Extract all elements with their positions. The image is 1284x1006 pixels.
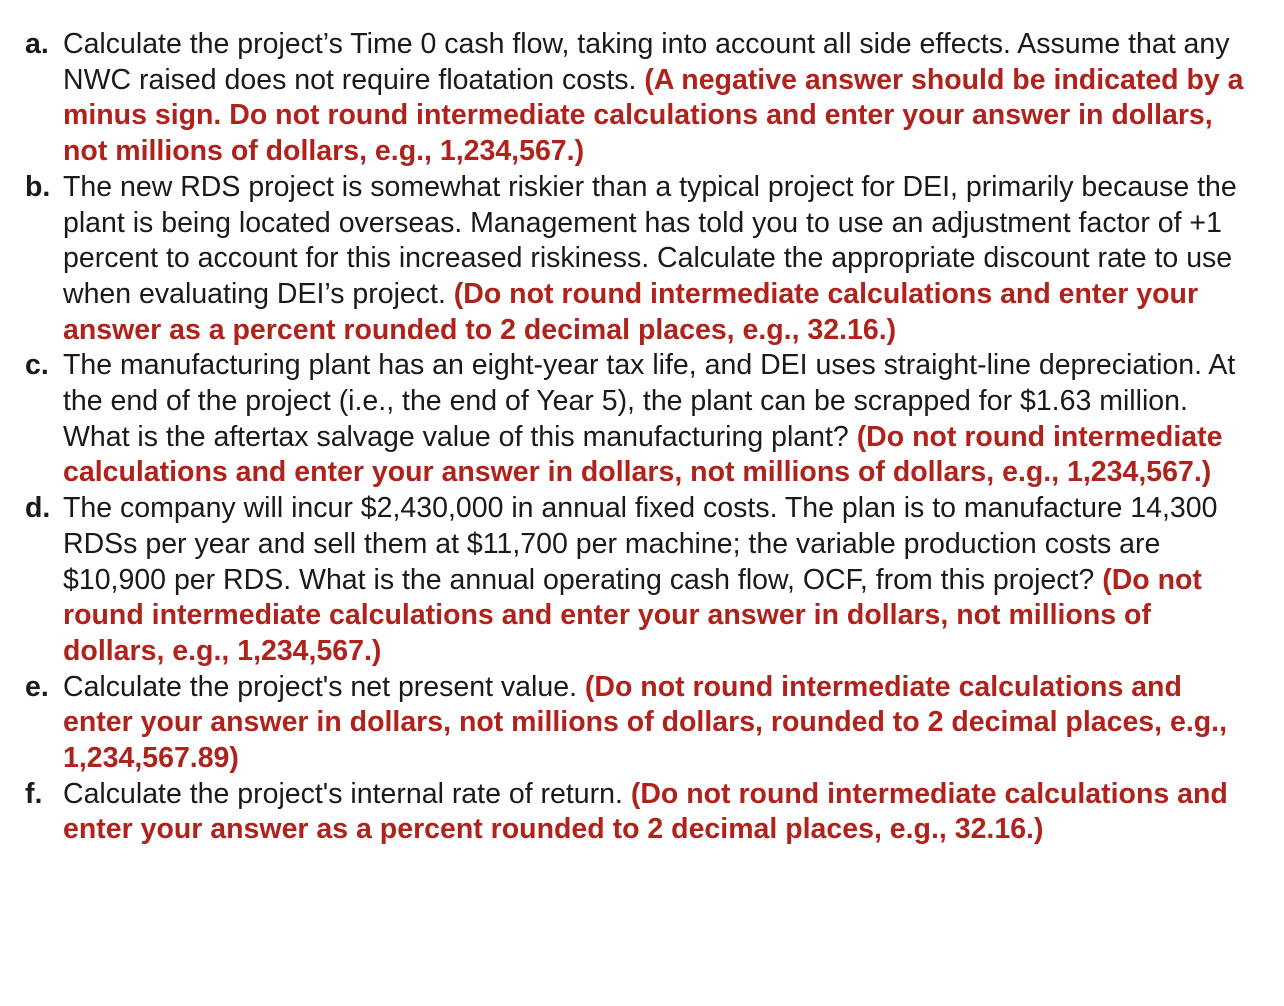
question-text: The company will incur $2,430,000 in annual fixed costs. The plan is to manufacture 14,300 RDSs per year and sell them at $11,700 per machine; the variable production costs are $10,900 per RDS. What is the annual operating cash flow, OCF, from this project? — [63, 492, 1218, 596]
question-letter: f. — [25, 777, 43, 810]
question-body — [63, 170, 1254, 349]
question-instruction: (Do not round intermediate calculations and enter your answer as a percent rounded to 2 decimal places, e.g., 32.16.) — [63, 277, 1199, 346]
question-instruction: (A negative answer should be indicated by a minus sign. Do not round intermediate calculations and enter your answer in dollars, not millions of dollars, e.g., 1,234,567.) — [63, 63, 1244, 168]
question-letter: e. — [25, 670, 49, 703]
question-body — [63, 27, 1254, 170]
question-text: Calculate the project’s Time 0 cash flow, taking into account all side effects. Assume that any NWC raised does not require floatation costs. — [63, 28, 1230, 96]
question-body — [63, 348, 1254, 491]
question-text: The new RDS project is somewhat riskier than a typical project for DEI, primarily because the plant is being located overseas. Management has told you to use an adjustment factor of +1 percent to account for this increased riskiness. Calculate the appropriate discount rate to use when evaluating DEI’s project. — [63, 170, 1237, 310]
question-letter: b. — [25, 170, 51, 203]
question-a — [25, 27, 1254, 170]
question-text: Calculate the project's net present value. — [63, 670, 585, 703]
question-c — [25, 348, 1254, 491]
question-b — [25, 170, 1254, 349]
question-text: Calculate the project's internal rate of return. — [63, 777, 631, 810]
question-body — [63, 670, 1254, 777]
question-instruction: (Do not round intermediate calculations and enter your answer in dollars, not millions of dollars, e.g., 1,234,567.) — [63, 563, 1202, 667]
question-body — [63, 491, 1254, 670]
question-list — [25, 27, 1254, 848]
question-instruction: (Do not round intermediate calculations and enter your answer as a percent rounded to 2 decimal places, e.g., 32.16.) — [63, 777, 1228, 846]
question-text: The manufacturing plant has an eight-year tax life, and DEI uses straight-line depreciation. At the end of the project (i.e., the end of Year 5), the plant can be scrapped for $1.63 million. What is the aftertax salvage value of this manufacturing plant? — [63, 349, 1236, 453]
question-d — [25, 491, 1254, 670]
question-instruction: (Do not round intermediate calculations and enter your answer in dollars, not millions of dollars, rounded to 2 decimal places, e.g., 1,234,567.89) — [63, 670, 1228, 775]
question-letter: c. — [25, 349, 49, 382]
question-letter: a. — [25, 28, 49, 60]
question-f — [25, 777, 1254, 848]
question-letter: d. — [25, 492, 51, 525]
question-body — [63, 777, 1254, 848]
question-e — [25, 670, 1254, 777]
question-instruction: (Do not round intermediate calculations and enter your answer in dollars, not millions of dollars, e.g., 1,234,567.) — [63, 420, 1223, 489]
